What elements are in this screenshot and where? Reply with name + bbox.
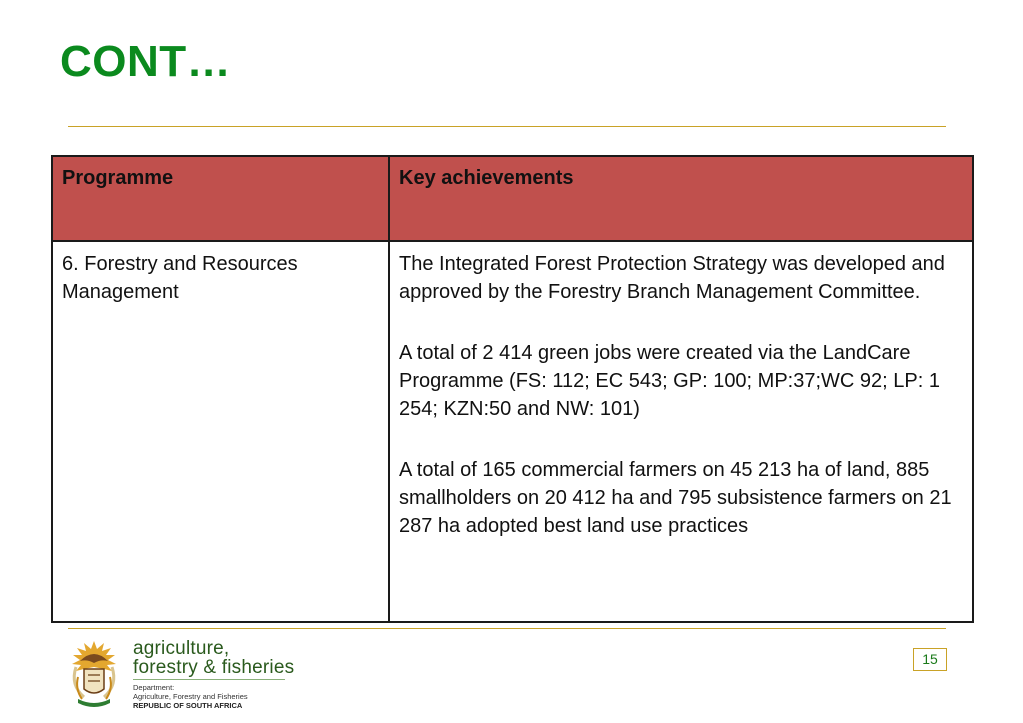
programme-cell: 6. Forestry and Resources Management <box>52 241 389 622</box>
department-logo <box>66 637 296 715</box>
country-name: REPUBLIC OF SOUTH AFRICA <box>133 701 243 710</box>
logo-text-line2: forestry & fisheries <box>133 657 295 678</box>
table-row <box>52 241 973 622</box>
department-name: Agriculture, Forestry and Fisheries <box>133 692 248 701</box>
header-key-achievements: Key achievements <box>389 156 973 241</box>
logo-divider <box>133 679 285 680</box>
table-header-row <box>52 156 973 241</box>
logo-text-line1: agriculture, <box>133 638 230 659</box>
achievements-table <box>51 155 974 623</box>
achievements-cell <box>389 241 973 622</box>
department-label: Department: <box>133 683 175 692</box>
achievement-paragraph: The Integrated Forest Protection Strategy was developed and approved by the Forestry Branch Management Committee. <box>399 253 945 303</box>
achievement-paragraph: A total of 165 commercial farmers on 45 213 ha of land, 885 smallholders on 20 412 ha and 795 subsistence farmers on 21 287 ha adopted best land use practices <box>399 459 952 537</box>
bottom-divider <box>68 628 946 629</box>
achievement-paragraph: A total of 2 414 green jobs were created via the LandCare Programme (FS: 112; EC 543; GP: 100; MP:37;WC 92; LP: 1 254; KZN:50 and NW: 101) <box>399 342 940 420</box>
page-number: 15 <box>913 648 947 671</box>
header-programme: Programme <box>52 156 389 241</box>
coat-of-arms-icon <box>66 637 122 711</box>
slide-title: CONT… <box>60 37 232 86</box>
top-divider <box>68 126 946 127</box>
